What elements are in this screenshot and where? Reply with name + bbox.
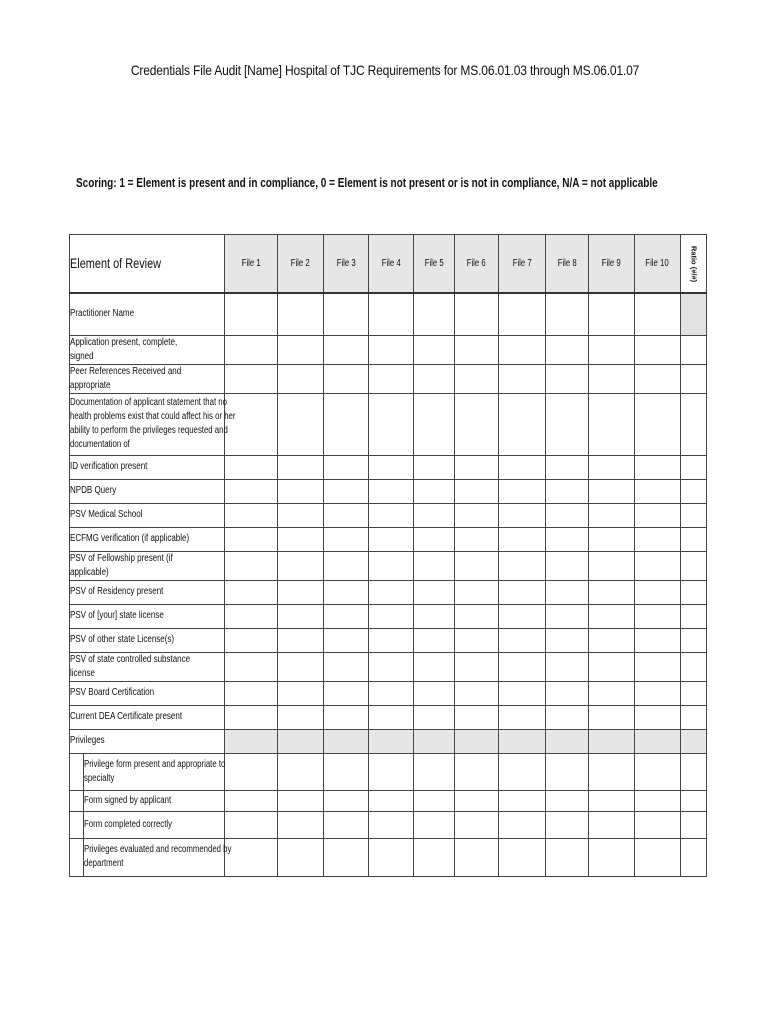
score-cell[interactable] — [278, 838, 324, 876]
file-5-header: File 5 — [414, 235, 455, 294]
score-cell[interactable] — [369, 335, 414, 364]
subrow-label-line: department — [84, 858, 124, 869]
score-cell[interactable] — [414, 455, 455, 479]
score-cell[interactable] — [546, 527, 589, 551]
score-cell[interactable] — [455, 811, 499, 838]
score-cell[interactable] — [414, 811, 455, 838]
score-cell[interactable] — [225, 838, 278, 876]
score-cell[interactable] — [225, 790, 278, 811]
score-cell[interactable] — [414, 503, 455, 527]
score-cell[interactable] — [278, 580, 324, 604]
score-cell[interactable] — [225, 393, 278, 455]
score-cell[interactable] — [324, 551, 369, 580]
ratio-cell[interactable] — [681, 604, 707, 628]
row-label: ID verification present — [70, 455, 225, 479]
score-cell[interactable] — [589, 604, 635, 628]
score-cell[interactable] — [225, 628, 278, 652]
score-cell[interactable] — [414, 527, 455, 551]
score-cell[interactable] — [546, 705, 589, 729]
score-cell[interactable] — [499, 551, 546, 580]
ratio-cell[interactable] — [681, 479, 707, 503]
score-cell[interactable] — [455, 729, 499, 753]
score-cell[interactable] — [324, 364, 369, 393]
score-cell[interactable] — [414, 838, 455, 876]
score-cell[interactable] — [635, 393, 681, 455]
score-cell[interactable] — [278, 705, 324, 729]
ratio-cell[interactable] — [681, 527, 707, 551]
score-cell[interactable] — [369, 551, 414, 580]
score-cell[interactable] — [589, 652, 635, 681]
score-cell[interactable] — [499, 811, 546, 838]
score-cell[interactable] — [225, 604, 278, 628]
score-cell[interactable] — [225, 479, 278, 503]
score-cell[interactable] — [414, 393, 455, 455]
score-cell[interactable] — [225, 551, 278, 580]
score-cell[interactable] — [278, 604, 324, 628]
score-cell[interactable] — [324, 293, 369, 335]
score-cell[interactable] — [369, 364, 414, 393]
row-label-line: ability to perform the privileges requested and — [70, 425, 228, 436]
score-cell[interactable] — [369, 393, 414, 455]
score-cell[interactable] — [635, 628, 681, 652]
score-cell[interactable] — [455, 551, 499, 580]
score-cell[interactable] — [369, 652, 414, 681]
ratio-cell[interactable] — [681, 681, 707, 705]
table-row — [70, 293, 707, 335]
score-cell[interactable] — [324, 790, 369, 811]
table-row — [70, 479, 707, 503]
ratio-cell[interactable] — [681, 628, 707, 652]
score-cell[interactable] — [635, 455, 681, 479]
score-cell[interactable] — [455, 681, 499, 705]
score-cell[interactable] — [546, 293, 589, 335]
score-cell[interactable] — [414, 753, 455, 790]
score-cell[interactable] — [278, 628, 324, 652]
subrow-label-line: Form signed by applicant — [84, 794, 172, 806]
score-cell[interactable] — [414, 705, 455, 729]
score-cell[interactable] — [499, 705, 546, 729]
score-cell[interactable] — [324, 604, 369, 628]
scoring-legend: Scoring: 1 = Element is present and in compliance, 0 = Element is not present or is not in compliance, N/A = not applicable — [76, 176, 658, 190]
score-cell[interactable] — [414, 293, 455, 335]
score-cell[interactable] — [455, 293, 499, 335]
score-cell[interactable] — [499, 652, 546, 681]
ratio-cell[interactable] — [681, 705, 707, 729]
score-cell[interactable] — [278, 479, 324, 503]
score-cell[interactable] — [589, 628, 635, 652]
file-6-header: File 6 — [455, 235, 499, 294]
score-cell[interactable] — [546, 364, 589, 393]
file-8-header: File 8 — [546, 235, 589, 294]
score-cell[interactable] — [324, 335, 369, 364]
score-cell[interactable] — [455, 580, 499, 604]
score-cell[interactable] — [278, 551, 324, 580]
ratio-cell[interactable] — [681, 293, 707, 335]
indent-cell — [70, 838, 84, 876]
score-cell[interactable] — [414, 729, 455, 753]
element-of-review-header: Element of Review — [70, 235, 225, 294]
score-cell[interactable] — [278, 393, 324, 455]
score-cell[interactable] — [455, 479, 499, 503]
score-cell[interactable] — [455, 455, 499, 479]
score-cell[interactable] — [324, 503, 369, 527]
score-cell[interactable] — [499, 753, 546, 790]
privilege-subrow — [70, 790, 707, 811]
score-cell[interactable] — [589, 527, 635, 551]
score-cell[interactable] — [499, 580, 546, 604]
table-row — [70, 527, 707, 551]
score-cell[interactable] — [635, 479, 681, 503]
score-cell[interactable] — [546, 811, 589, 838]
score-cell[interactable] — [324, 580, 369, 604]
score-cell[interactable] — [589, 393, 635, 455]
file-10-header: File 10 — [635, 235, 681, 294]
score-cell[interactable] — [589, 551, 635, 580]
table-row — [70, 705, 707, 729]
score-cell[interactable] — [225, 335, 278, 364]
file-3-header: File 3 — [324, 235, 369, 294]
table-row — [70, 364, 707, 393]
table-row — [70, 393, 707, 455]
score-cell[interactable] — [369, 753, 414, 790]
score-cell[interactable] — [546, 838, 589, 876]
audit-table — [69, 234, 707, 877]
score-cell[interactable] — [324, 393, 369, 455]
score-cell[interactable] — [635, 527, 681, 551]
row-label: NPDB Query — [70, 479, 225, 503]
score-cell[interactable] — [225, 364, 278, 393]
score-cell[interactable] — [635, 838, 681, 876]
ratio-cell[interactable] — [681, 335, 707, 364]
score-cell[interactable] — [455, 335, 499, 364]
score-cell[interactable] — [369, 729, 414, 753]
score-cell[interactable] — [278, 729, 324, 753]
score-cell[interactable] — [369, 604, 414, 628]
score-cell[interactable] — [455, 652, 499, 681]
score-cell[interactable] — [369, 628, 414, 652]
score-cell[interactable] — [546, 393, 589, 455]
score-cell[interactable] — [324, 455, 369, 479]
score-cell[interactable] — [414, 479, 455, 503]
row-label: PSV of state controlled substance license — [70, 652, 225, 681]
score-cell[interactable] — [499, 364, 546, 393]
score-cell[interactable] — [225, 580, 278, 604]
score-cell[interactable] — [369, 705, 414, 729]
score-cell[interactable] — [455, 838, 499, 876]
score-cell[interactable] — [499, 729, 546, 753]
row-label: Peer References Received and appropriate — [70, 364, 225, 393]
score-cell[interactable] — [278, 811, 324, 838]
score-cell[interactable] — [499, 604, 546, 628]
score-cell[interactable] — [369, 811, 414, 838]
subrow-label — [84, 838, 232, 876]
score-cell[interactable] — [546, 479, 589, 503]
score-cell[interactable] — [499, 681, 546, 705]
score-cell[interactable] — [589, 681, 635, 705]
privilege-subrow — [70, 838, 707, 876]
score-cell[interactable] — [225, 753, 278, 790]
score-cell[interactable] — [589, 790, 635, 811]
ratio-cell[interactable] — [681, 790, 707, 811]
score-cell[interactable] — [546, 790, 589, 811]
score-cell[interactable] — [589, 580, 635, 604]
score-cell[interactable] — [225, 527, 278, 551]
score-cell[interactable] — [635, 293, 681, 335]
ratio-header: Ratio (#/#) — [681, 235, 707, 294]
score-cell[interactable] — [225, 652, 278, 681]
row-label — [70, 393, 236, 455]
ratio-cell[interactable] — [681, 503, 707, 527]
subrow-label — [84, 753, 225, 790]
score-cell[interactable] — [455, 790, 499, 811]
score-cell[interactable] — [369, 293, 414, 335]
score-cell[interactable] — [635, 604, 681, 628]
score-cell[interactable] — [225, 811, 278, 838]
score-cell[interactable] — [635, 364, 681, 393]
score-cell[interactable] — [369, 838, 414, 876]
ratio-cell[interactable] — [681, 729, 707, 753]
score-cell[interactable] — [369, 790, 414, 811]
subrow-label-line: Privilege form present and appropriate to — [84, 758, 226, 770]
table-row — [70, 729, 707, 753]
score-cell[interactable] — [635, 652, 681, 681]
score-cell[interactable] — [414, 335, 455, 364]
row-label-line: health problems exist that could affect his or her — [70, 411, 236, 422]
subrow-label-line: Privileges evaluated and recommended by — [84, 844, 232, 855]
file-1-header: File 1 — [225, 235, 278, 294]
score-cell[interactable] — [499, 293, 546, 335]
score-cell[interactable] — [278, 455, 324, 479]
table-row — [70, 335, 707, 364]
score-cell[interactable] — [635, 503, 681, 527]
score-cell[interactable] — [324, 811, 369, 838]
ratio-cell[interactable] — [681, 455, 707, 479]
score-cell[interactable] — [414, 551, 455, 580]
row-label: ECFMG verification (if applicable) — [70, 527, 225, 551]
score-cell[interactable] — [369, 479, 414, 503]
table-row — [70, 551, 707, 580]
score-cell[interactable] — [324, 681, 369, 705]
score-cell[interactable] — [589, 838, 635, 876]
score-cell[interactable] — [589, 753, 635, 790]
score-cell[interactable] — [225, 681, 278, 705]
score-cell[interactable] — [589, 705, 635, 729]
ratio-cell[interactable] — [681, 580, 707, 604]
score-cell[interactable] — [324, 753, 369, 790]
row-label: Practitioner Name — [70, 293, 225, 335]
score-cell[interactable] — [225, 705, 278, 729]
row-label: PSV of other state License(s) — [70, 628, 225, 652]
document-title: Credentials File Audit [Name] Hospital of TJC Requirements for MS.06.01.03 through MS.06.01.07 — [130, 62, 640, 78]
table-row — [70, 580, 707, 604]
table-row — [70, 681, 707, 705]
score-cell[interactable] — [499, 503, 546, 527]
score-cell[interactable] — [414, 364, 455, 393]
score-cell[interactable] — [324, 628, 369, 652]
score-cell[interactable] — [546, 729, 589, 753]
score-cell[interactable] — [589, 335, 635, 364]
indent-cell — [70, 811, 84, 838]
score-cell[interactable] — [324, 527, 369, 551]
score-cell[interactable] — [278, 652, 324, 681]
privilege-subrow — [70, 753, 707, 790]
table-row — [70, 503, 707, 527]
score-cell[interactable] — [225, 293, 278, 335]
score-cell[interactable] — [589, 364, 635, 393]
score-cell[interactable] — [455, 503, 499, 527]
score-cell[interactable] — [589, 455, 635, 479]
score-cell[interactable] — [635, 753, 681, 790]
score-cell[interactable] — [455, 393, 499, 455]
table-row — [70, 455, 707, 479]
score-cell[interactable] — [278, 753, 324, 790]
score-cell[interactable] — [546, 503, 589, 527]
score-cell[interactable] — [278, 503, 324, 527]
score-cell[interactable] — [635, 335, 681, 364]
subrow-label — [84, 790, 225, 811]
score-cell[interactable] — [414, 628, 455, 652]
score-cell[interactable] — [499, 838, 546, 876]
score-cell[interactable] — [635, 681, 681, 705]
score-cell[interactable] — [455, 705, 499, 729]
score-cell[interactable] — [589, 729, 635, 753]
score-cell[interactable] — [499, 527, 546, 551]
score-cell[interactable] — [455, 527, 499, 551]
ratio-cell[interactable] — [681, 551, 707, 580]
score-cell[interactable] — [589, 479, 635, 503]
table-row — [70, 628, 707, 652]
score-cell[interactable] — [546, 681, 589, 705]
ratio-cell[interactable] — [681, 364, 707, 393]
score-cell[interactable] — [278, 293, 324, 335]
score-cell[interactable] — [635, 705, 681, 729]
score-cell[interactable] — [546, 628, 589, 652]
score-cell[interactable] — [324, 652, 369, 681]
score-cell[interactable] — [324, 705, 369, 729]
ratio-cell[interactable] — [681, 811, 707, 838]
score-cell[interactable] — [635, 811, 681, 838]
score-cell[interactable] — [635, 790, 681, 811]
table-row — [70, 652, 707, 681]
subrow-label-line: specialty — [84, 772, 115, 784]
score-cell[interactable] — [278, 364, 324, 393]
row-label: PSV Medical School — [70, 503, 225, 527]
row-label: PSV Board Certification — [70, 681, 225, 705]
score-cell[interactable] — [589, 293, 635, 335]
subrow-label — [84, 811, 225, 838]
score-cell[interactable] — [455, 364, 499, 393]
score-cell[interactable] — [546, 455, 589, 479]
score-cell[interactable] — [278, 790, 324, 811]
score-cell[interactable] — [499, 393, 546, 455]
score-cell[interactable] — [414, 652, 455, 681]
score-cell[interactable] — [546, 335, 589, 364]
indent-cell — [70, 790, 84, 811]
privilege-subrow — [70, 811, 707, 838]
row-label: PSV of [your] state license — [70, 604, 225, 628]
row-label: PSV of Fellowship present (if applicable) — [70, 551, 225, 580]
score-cell[interactable] — [278, 335, 324, 364]
score-cell[interactable] — [455, 628, 499, 652]
score-cell[interactable] — [414, 681, 455, 705]
score-cell[interactable] — [414, 580, 455, 604]
score-cell[interactable] — [635, 551, 681, 580]
row-label-line: documentation of — [70, 439, 130, 450]
header-row — [70, 235, 707, 294]
score-cell[interactable] — [499, 790, 546, 811]
row-label: Application present, complete, signed — [70, 335, 225, 364]
indent-cell — [70, 753, 84, 790]
file-9-header: File 9 — [589, 235, 635, 294]
row-label-line: Documentation of applicant statement that no — [70, 397, 227, 408]
file-4-header: File 4 — [369, 235, 414, 294]
score-cell[interactable] — [455, 753, 499, 790]
score-cell[interactable] — [499, 628, 546, 652]
score-cell[interactable] — [369, 527, 414, 551]
score-cell[interactable] — [369, 681, 414, 705]
file-7-header: File 7 — [499, 235, 546, 294]
ratio-cell[interactable] — [681, 393, 707, 455]
score-cell[interactable] — [369, 503, 414, 527]
row-label: Current DEA Certificate present — [70, 705, 225, 729]
score-cell[interactable] — [546, 604, 589, 628]
score-cell[interactable] — [499, 335, 546, 364]
score-cell[interactable] — [369, 580, 414, 604]
score-cell[interactable] — [414, 604, 455, 628]
ratio-cell[interactable] — [681, 838, 707, 876]
score-cell[interactable] — [225, 729, 278, 753]
ratio-cell[interactable] — [681, 753, 707, 790]
score-cell[interactable] — [546, 580, 589, 604]
score-cell[interactable] — [499, 479, 546, 503]
subrow-label-line: Form completed correctly — [84, 818, 172, 830]
score-cell[interactable] — [225, 503, 278, 527]
score-cell[interactable] — [499, 455, 546, 479]
score-cell[interactable] — [278, 527, 324, 551]
score-cell[interactable] — [635, 729, 681, 753]
table-row — [70, 604, 707, 628]
score-cell[interactable] — [589, 811, 635, 838]
score-cell[interactable] — [324, 479, 369, 503]
row-label: PSV of Residency present — [70, 580, 225, 604]
row-label: Privileges — [70, 729, 225, 753]
score-cell[interactable] — [635, 580, 681, 604]
score-cell[interactable] — [369, 455, 414, 479]
score-cell[interactable] — [414, 790, 455, 811]
ratio-cell[interactable] — [681, 652, 707, 681]
score-cell[interactable] — [324, 838, 369, 876]
score-cell[interactable] — [324, 729, 369, 753]
score-cell[interactable] — [278, 681, 324, 705]
score-cell[interactable] — [589, 503, 635, 527]
score-cell[interactable] — [546, 753, 589, 790]
score-cell[interactable] — [546, 652, 589, 681]
file-2-header: File 2 — [278, 235, 324, 294]
score-cell[interactable] — [455, 604, 499, 628]
score-cell[interactable] — [546, 551, 589, 580]
score-cell[interactable] — [225, 455, 278, 479]
